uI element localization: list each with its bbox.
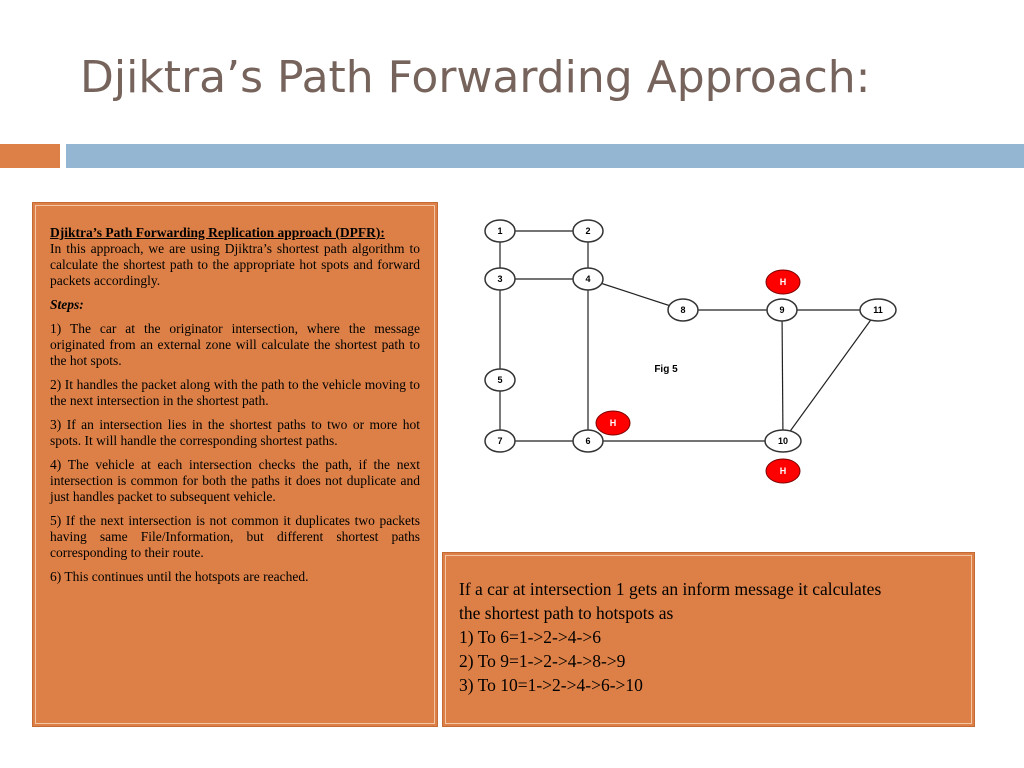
shortest-path-example-panel bbox=[442, 552, 975, 727]
step-item: 5) If the next intersection is not common it duplicates two packets having same File/Information, but different shortest paths corresponding to their route. bbox=[50, 513, 420, 560]
hotspot-label: H bbox=[779, 466, 787, 476]
edge-9-10 bbox=[782, 310, 783, 441]
example-line: 3) To 10=1->2->4->6->10 bbox=[459, 675, 643, 695]
node-4-label: 4 bbox=[585, 274, 591, 284]
steps-label: Steps: bbox=[50, 297, 84, 312]
road-network-diagram bbox=[470, 205, 920, 505]
accent-bar-orange bbox=[0, 144, 60, 168]
node-2-label: 2 bbox=[585, 226, 591, 236]
approach-description-text bbox=[50, 225, 420, 593]
node-5-label: 5 bbox=[497, 375, 503, 385]
node-8-label: 8 bbox=[680, 305, 686, 315]
node-10-label: 10 bbox=[777, 436, 789, 446]
node-3-label: 3 bbox=[497, 274, 503, 284]
example-line: If a car at intersection 1 gets an inform message it calculates bbox=[459, 579, 882, 599]
example-line: 1) To 6=1->2->4->6 bbox=[459, 627, 601, 647]
node-1-label: 1 bbox=[497, 226, 503, 236]
approach-description-panel bbox=[32, 202, 438, 727]
hotspot-label: H bbox=[609, 418, 617, 428]
step-item: 4) The vehicle at each intersection checks the path, if the next intersection is common for both the paths it does not duplicate and just handles packet to subsequent vehicle. bbox=[50, 457, 420, 504]
node-11-label: 11 bbox=[873, 305, 883, 315]
step-item: 1) The car at the originator intersection, where the message originated from an external zone will calculate the shortest path to the hot spots. bbox=[50, 321, 420, 368]
node-9-label: 9 bbox=[779, 305, 785, 315]
shortest-path-example-text bbox=[459, 577, 959, 697]
node-7-label: 7 bbox=[497, 436, 503, 446]
accent-bar-blue bbox=[66, 144, 1024, 168]
step-item: 6) This continues until the hotspots are reached. bbox=[50, 569, 309, 584]
figure-caption: Fig 5 bbox=[654, 364, 678, 375]
step-item: 2) It handles the packet along with the path to the vehicle moving to the next intersection in the shortest path. bbox=[50, 377, 420, 408]
approach-heading: Djiktra’s Path Forwarding Replication approach (DPFR): bbox=[50, 225, 385, 240]
approach-intro: In this approach, we are using Djiktra’s shortest path algorithm to calculate the shortest path to the appropriate hot spots and forward packets accordingly. bbox=[50, 241, 420, 288]
example-line: 2) To 9=1->2->4->8->9 bbox=[459, 651, 626, 671]
edge-10-11 bbox=[783, 310, 878, 441]
example-line: the shortest path to hotspots as bbox=[459, 603, 674, 623]
slide-title: Djiktra’s Path Forwarding Approach: bbox=[80, 52, 871, 103]
hotspot-label: H bbox=[779, 277, 787, 287]
step-item: 3) If an intersection lies in the shortest paths to two or more hot spots. It will handle the corresponding shortest paths. bbox=[50, 417, 420, 448]
node-6-label: 6 bbox=[585, 436, 591, 446]
